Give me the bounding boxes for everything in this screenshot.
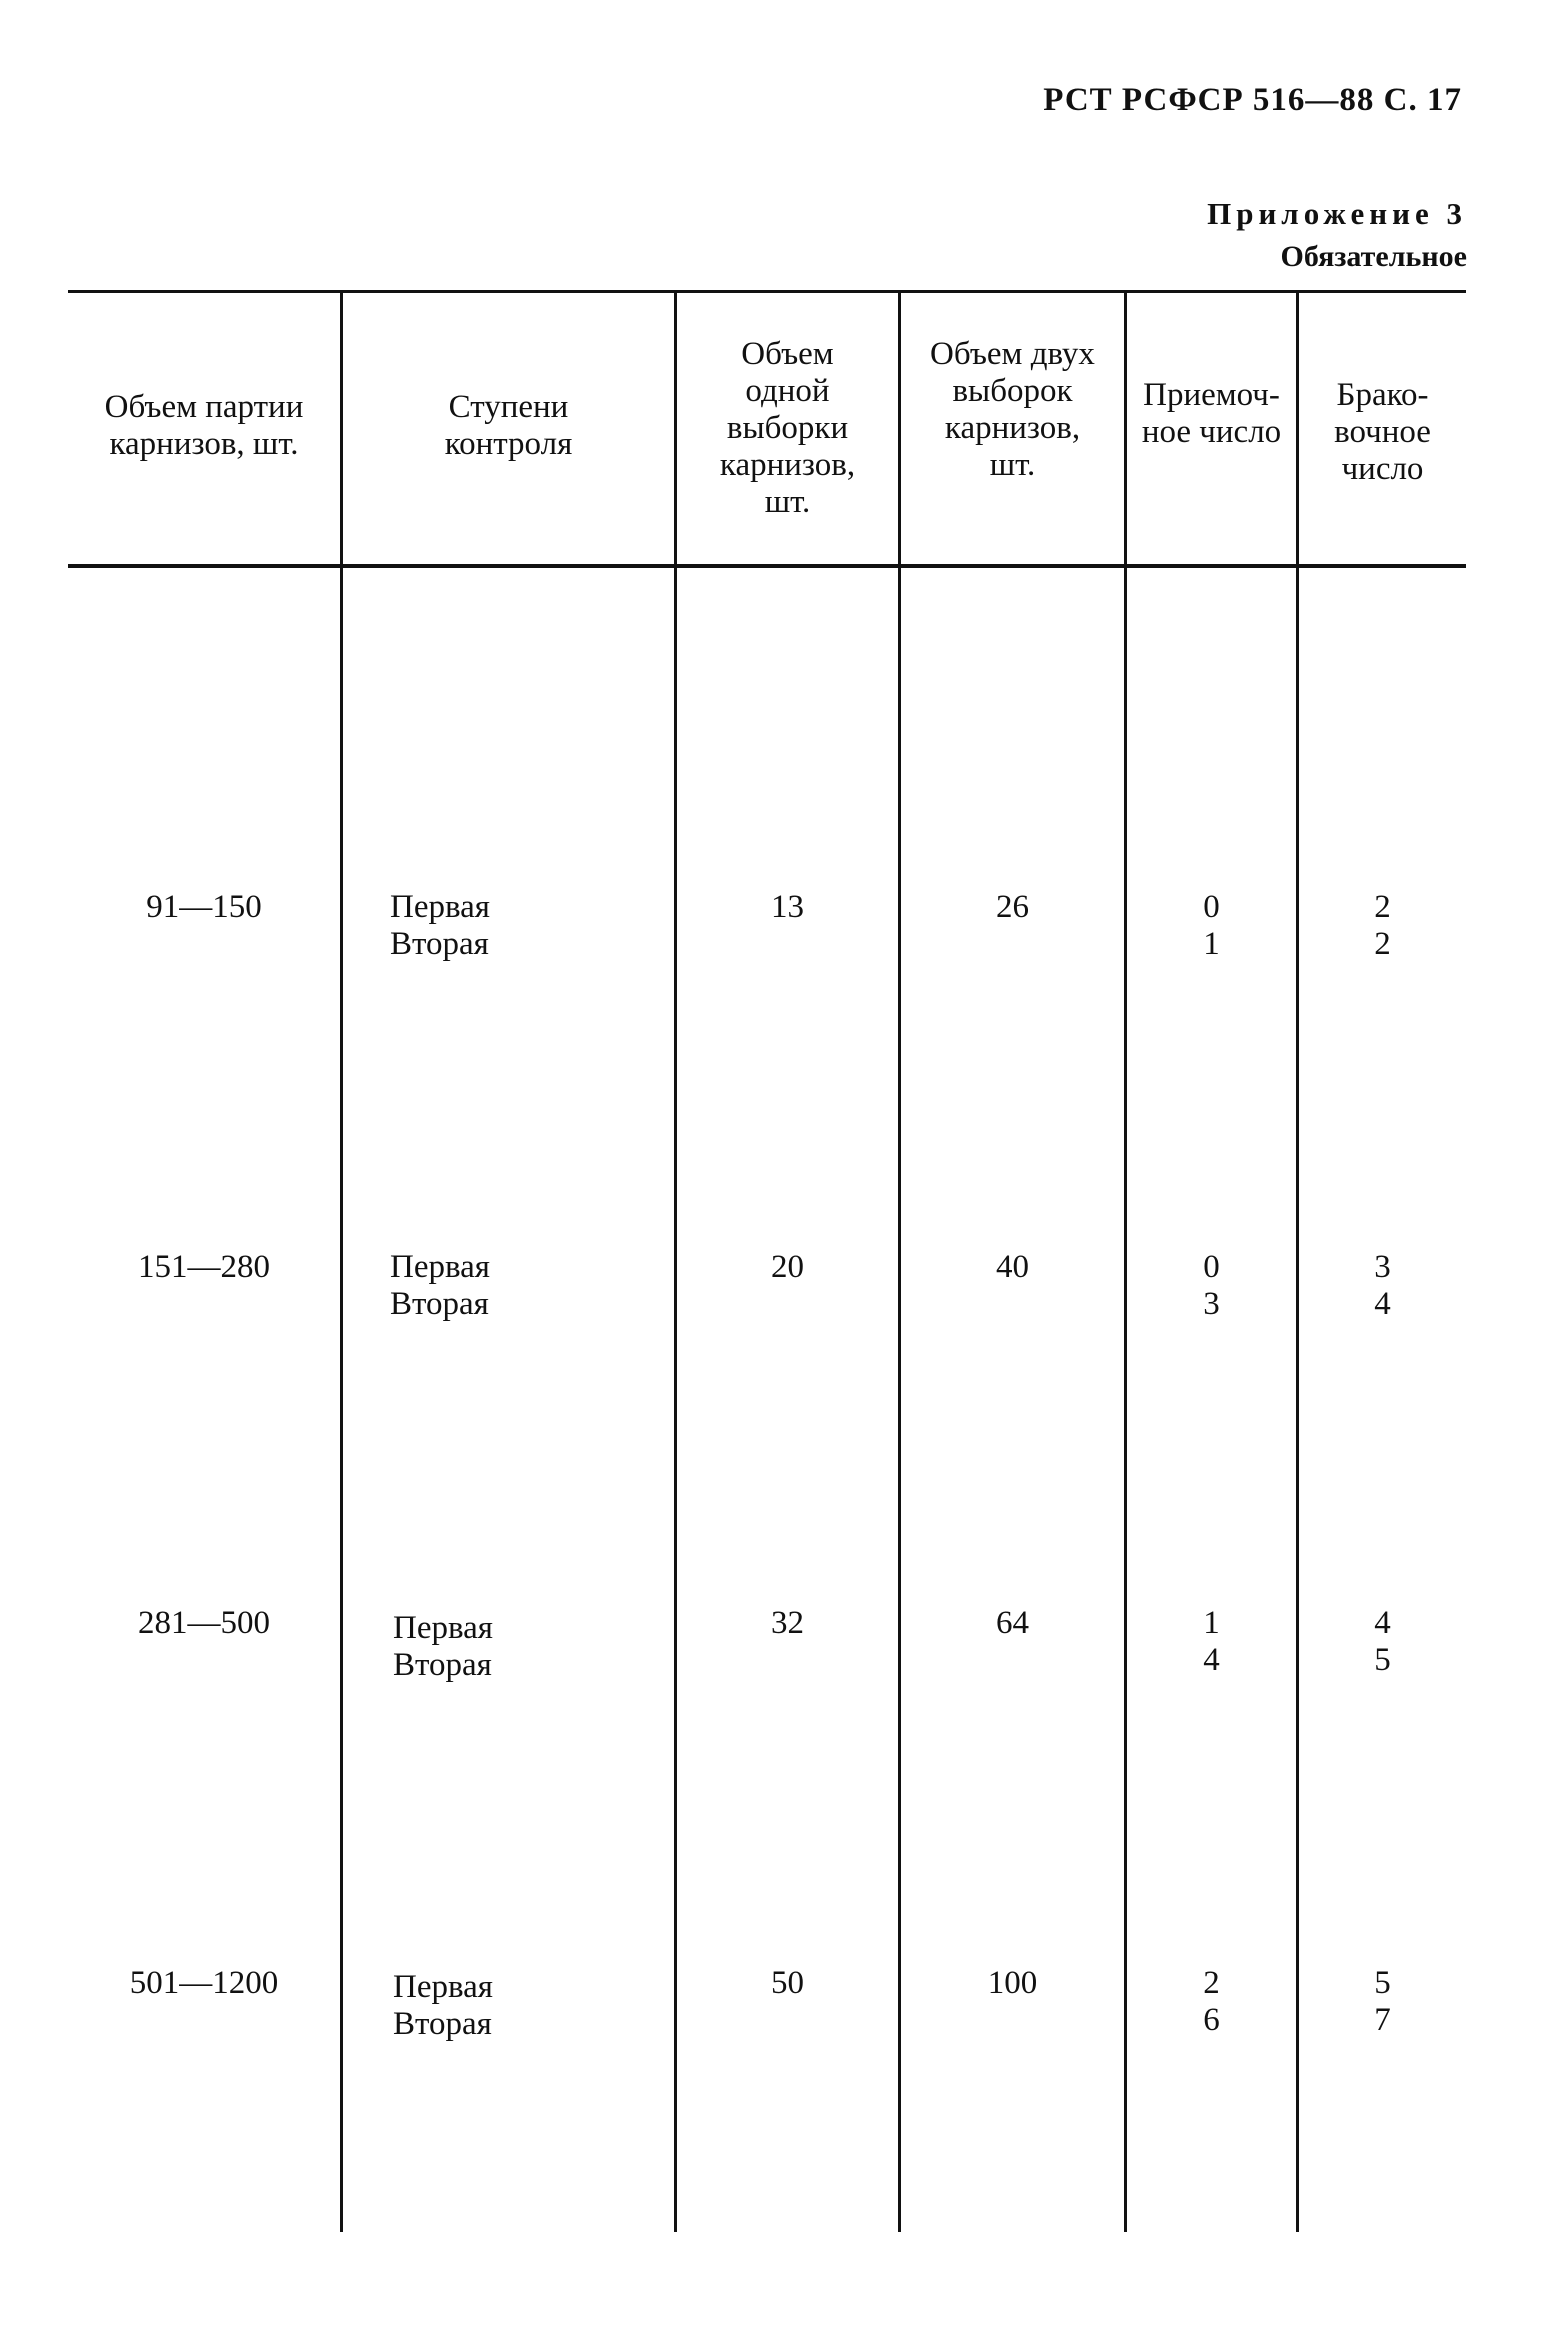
acceptance-cell: 1 4 [1203,1605,1220,1678]
table-header-rule [68,564,1466,568]
two-samples-cell: 26 [996,889,1029,925]
two-samples-cell: 100 [987,1965,1038,2001]
header-lot-size: Объем партии карнизов, шт. [104,389,304,462]
lot-size-cell: 151—280 [138,1249,270,1285]
rejection-cell: 4 5 [1374,1605,1391,1678]
two-samples-cell: 64 [996,1605,1029,1641]
lot-size-cell: 281—500 [138,1605,270,1641]
header-one-sample: Объем одной выборки карнизов, шт. [719,336,856,520]
one-sample-cell: 50 [771,1965,804,2001]
table-top-rule [68,290,1466,293]
header-two-samples: Объем двух выборок карнизов, шт. [930,336,1095,483]
acceptance-cell: 2 6 [1203,1965,1220,2038]
page-header: РСТ РСФСР 516—88 С. 17 [1043,82,1462,118]
header-control-stages: Ступени контроля [444,389,573,462]
rejection-cell: 5 7 [1374,1965,1391,2038]
appendix-title: Приложение 3 [1207,196,1467,231]
rejection-cell: 3 4 [1374,1249,1391,1322]
stage-cell: Первая Вторая [390,889,490,962]
header-acceptance: Приемоч-ное число [1141,377,1282,450]
one-sample-cell: 32 [771,1605,804,1641]
lot-size-cell: 91—150 [146,889,262,925]
column-divider [340,292,343,2232]
rejection-cell: 2 2 [1374,889,1391,962]
lot-size-cell: 501—1200 [129,1965,279,2001]
two-samples-cell: 40 [996,1249,1029,1285]
acceptance-cell: 0 1 [1203,889,1220,962]
stage-cell: Первая Вторая [393,1610,493,1683]
header-rejection: Брако-вочное число [1334,377,1431,487]
stage-cell: Первая Вторая [393,1969,493,2042]
stage-cell: Первая Вторая [390,1249,490,1322]
one-sample-cell: 20 [771,1249,804,1285]
appendix-type: Обязательное [1280,240,1467,273]
acceptance-cell: 0 3 [1203,1249,1220,1322]
one-sample-cell: 13 [771,889,804,925]
